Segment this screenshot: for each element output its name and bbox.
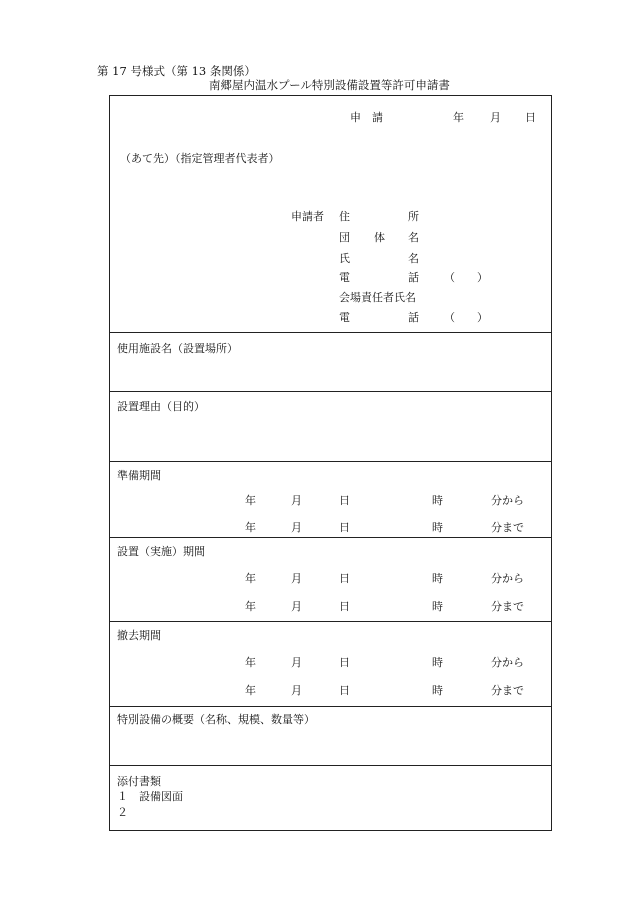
form-title: 南郷屋内温水プール特別設備設置等許可申請書 — [209, 78, 450, 92]
form-number: 第 17 号様式（第 13 条関係） — [97, 64, 256, 78]
phone-parens: （ ） — [444, 271, 488, 284]
attachments-section — [110, 766, 551, 830]
month-label: 月 — [291, 656, 302, 669]
manager-phone-label-2: 話 — [408, 311, 419, 324]
hour-label: 時 — [432, 521, 443, 534]
manager-phone-parens: （ ） — [444, 311, 488, 324]
minute-from-label: 分から — [491, 656, 524, 669]
year-label: 年 — [245, 572, 256, 585]
preparation-end-row — [110, 522, 551, 536]
day-label: 日 — [339, 656, 350, 669]
removal-section — [110, 622, 551, 706]
name-label-1: 氏 — [339, 252, 350, 265]
removal-label: 撤去期間 — [117, 629, 161, 642]
venue-manager-label: 会場責任者氏名 — [339, 291, 416, 304]
minute-from-label: 分から — [491, 494, 524, 507]
request-month-label: 月 — [490, 111, 501, 124]
organization-label-2: 体 — [374, 231, 385, 244]
overview-section — [110, 707, 551, 765]
day-label: 日 — [339, 600, 350, 613]
hour-label: 時 — [432, 494, 443, 507]
preparation-label: 準備期間 — [117, 469, 161, 482]
name-label-2: 名 — [408, 252, 419, 265]
month-label: 月 — [291, 494, 302, 507]
hour-label: 時 — [432, 656, 443, 669]
installation-section — [110, 538, 551, 621]
attachments-label: 添付書類 — [117, 775, 161, 788]
month-label: 月 — [291, 684, 302, 697]
hour-label: 時 — [432, 572, 443, 585]
removal-end-row — [110, 685, 551, 699]
organization-label-3: 名 — [408, 231, 419, 244]
request-day-label: 日 — [525, 111, 536, 124]
year-label: 年 — [245, 656, 256, 669]
minute-until-label: 分まで — [491, 600, 524, 613]
removal-start-row — [110, 657, 551, 671]
day-label: 日 — [339, 494, 350, 507]
request-year-label: 年 — [453, 111, 464, 124]
preparation-section — [110, 462, 551, 537]
year-label: 年 — [245, 600, 256, 613]
month-label: 月 — [291, 600, 302, 613]
attachment-item: １ 設備図面 — [117, 790, 183, 803]
overview-label: 特別設備の概要（名称、規模、数量等） — [117, 713, 315, 726]
facility-section — [110, 333, 551, 391]
hour-label: 時 — [432, 600, 443, 613]
applicant-label: 申請者 — [291, 210, 324, 223]
phone-label-1: 電 — [339, 271, 350, 284]
manager-phone-label-1: 電 — [339, 311, 350, 324]
facility-label: 使用施設名（設置場所） — [117, 342, 238, 355]
year-label: 年 — [245, 684, 256, 697]
installation-label: 設置（実施）期間 — [117, 545, 205, 558]
applicant-section — [110, 96, 551, 332]
minute-from-label: 分から — [491, 572, 524, 585]
day-label: 日 — [339, 684, 350, 697]
preparation-start-row — [110, 495, 551, 509]
organization-label-1: 団 — [339, 231, 350, 244]
month-label: 月 — [291, 521, 302, 534]
minute-until-label: 分まで — [491, 684, 524, 697]
installation-start-row — [110, 573, 551, 587]
address-label-1: 住 — [339, 210, 350, 223]
day-label: 日 — [339, 572, 350, 585]
day-label: 日 — [339, 521, 350, 534]
attachment-item: ２ — [117, 806, 128, 819]
reason-label: 設置理由（目的） — [117, 400, 205, 413]
application-form-table — [109, 95, 552, 831]
minute-until-label: 分まで — [491, 521, 524, 534]
reason-section — [110, 392, 551, 460]
year-label: 年 — [245, 521, 256, 534]
year-label: 年 — [245, 494, 256, 507]
month-label: 月 — [291, 572, 302, 585]
hour-label: 時 — [432, 684, 443, 697]
address-label-2: 所 — [408, 210, 419, 223]
installation-end-row — [110, 601, 551, 615]
addressee-label: （あて先）（指定管理者代表者） — [120, 152, 280, 165]
request-label: 申 請 — [350, 111, 383, 124]
phone-label-2: 話 — [408, 271, 419, 284]
